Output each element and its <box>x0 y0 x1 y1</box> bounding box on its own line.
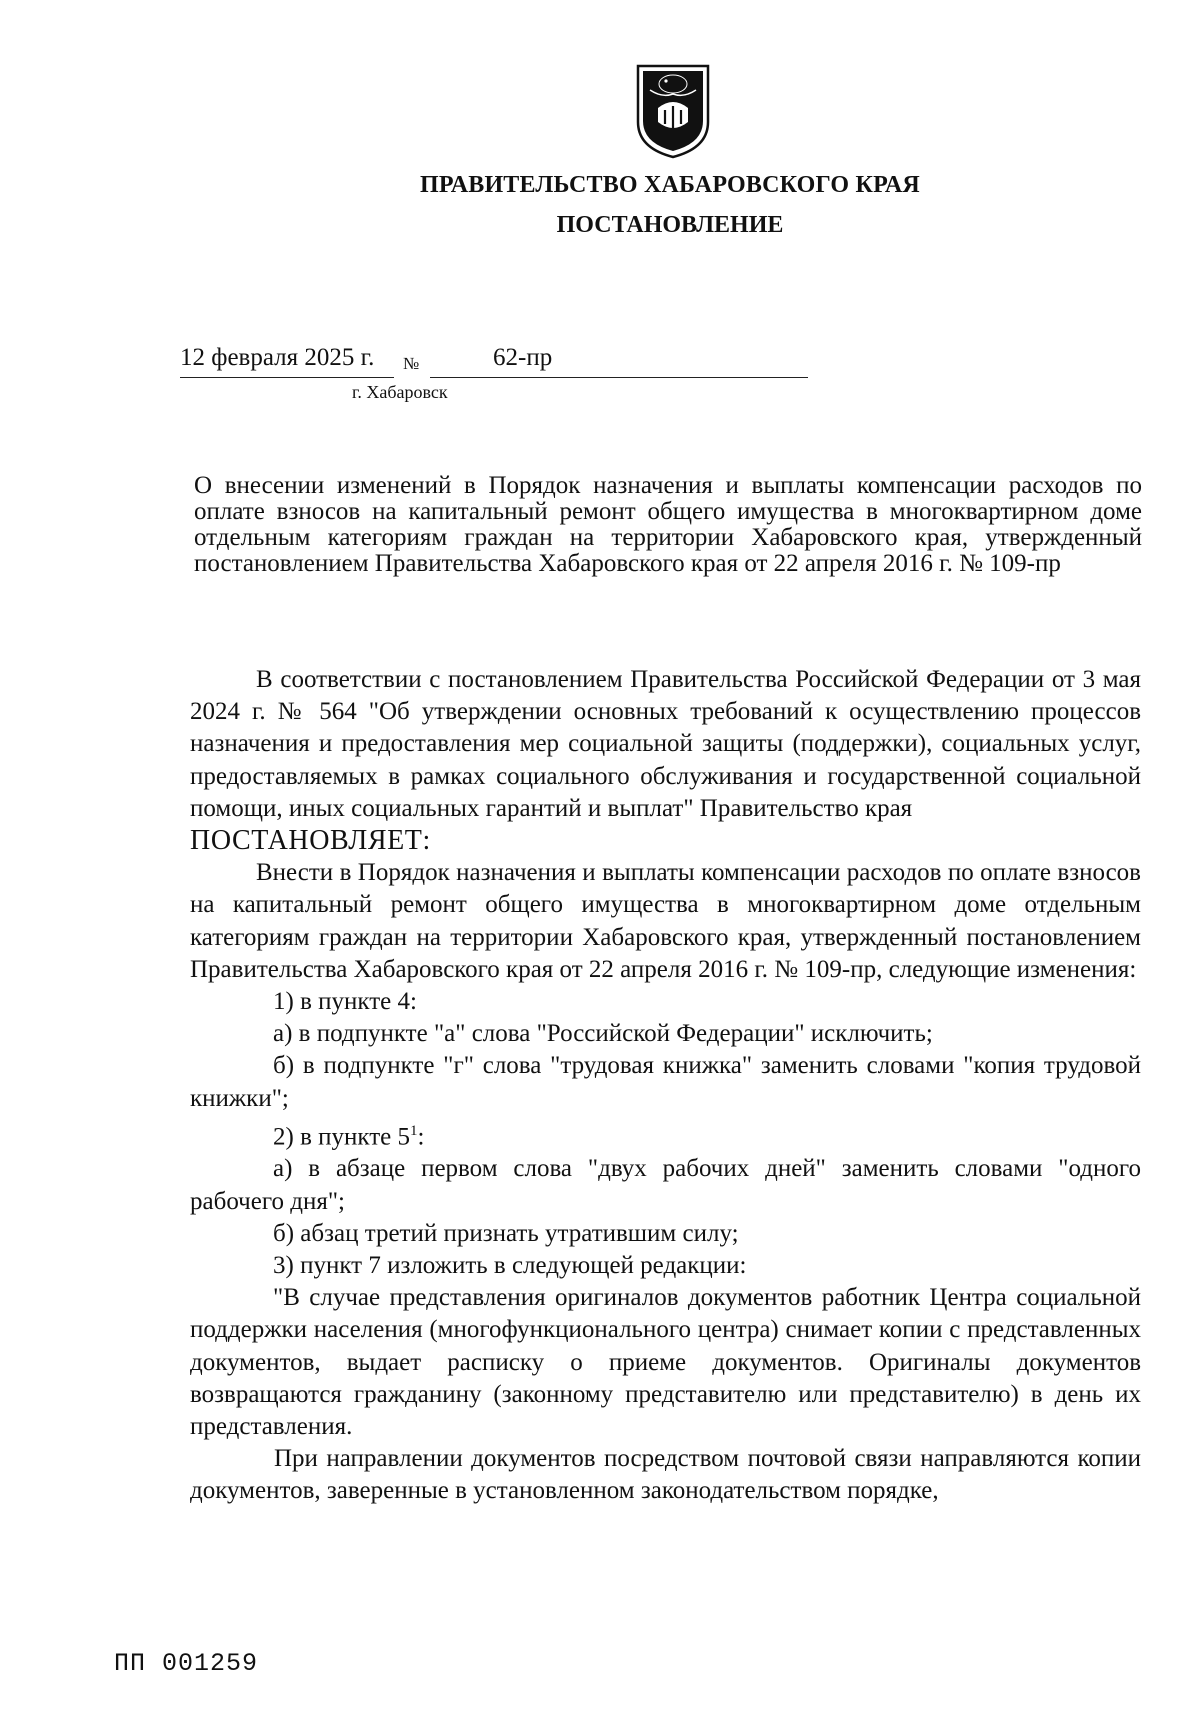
list-item-1: 1) в пункте 4: <box>273 988 417 1016</box>
preamble-paragraph: В соответствии с постановлением Правительства Российской Федерации от 3 мая 2024 г. № 564 "Об утверждении основных требований к осуществлению процессов назначения и предоставления мер социальной защиты (поддержки), социальных услуг, предоставляемых в рамках социального обслуживания и государственной социальной помощи, иных социальных гарантий и выплат" Правительство края <box>190 666 1141 822</box>
list-item-1b: б) в подпункте "г" слова "трудовая книжка" заменить словами "копия трудовой книжки"; <box>190 1052 1141 1112</box>
intro-paragraph: Внести в Порядок назначения и выплаты компенсации расходов по оплате взносов на капитальный ремонт общего имущества в многоквартирном доме отдельным категориям граждан на территории Хабаровского края, утвержденный постановлением Правительства Хабаровского края от 22 апреля 2016 г. № 109-пр, следующие изменения: <box>190 859 1141 983</box>
number-sign: № <box>403 354 420 373</box>
form-serial-code: ПП 001259 <box>114 1649 259 1678</box>
item-2-colon: : <box>417 1123 425 1151</box>
document-heading: О внесении изменений в Порядок назначения и выплаты компенсации расходов по оплате взносов на капитальный ремонт общего имущества в многоквартирном доме отдельным категориям граждан на территории Хабаровского края, утвержденный постановлением Правительства Хабаровского края от 22 апреля 2016 г. № 109-пр <box>194 472 1142 577</box>
quoted-paragraph-2: При направлении документов посредством почтовой связи направляются копии документов, заверенные в установленном законодательством порядке, <box>190 1445 1141 1505</box>
document-date: 12 февраля 2025 г. <box>180 344 375 371</box>
list-item-2 <box>190 1115 1141 1154</box>
coat-of-arms-emblem <box>632 60 714 160</box>
list-item-3: 3) пункт 7 изложить в следующей редакции: <box>273 1251 747 1279</box>
document-body <box>190 664 1141 1508</box>
list-item-2a: а) в абзаце первом слова "двух рабочих дней" заменить словами "одного рабочего дня"; <box>190 1155 1141 1215</box>
government-title: ПРАВИТЕЛЬСТВО ХАБАРОВСКОГО КРАЯ <box>420 172 920 198</box>
document-type-title: ПОСТАНОВЛЕНИЕ <box>556 212 784 238</box>
number-underline <box>430 377 808 378</box>
item-2-text: 2) в пункте 5 <box>273 1123 410 1151</box>
document-requisites <box>180 344 630 384</box>
item-2-superscript: 1 <box>409 1122 418 1139</box>
quoted-paragraph-1: "В случае представления оригиналов документов работник Центра социальной поддержки населения (многофункционального центра) снимает копии с представленных документов, выдает расписку о приеме документов. Оригиналы документов возвращаются гражданину (законному представителю или представителю) в день их представления. <box>190 1284 1141 1440</box>
list-item-2b: б) абзац третий признать утратившим силу; <box>273 1219 739 1247</box>
list-item-1a: а) в подпункте "а" слова "Российской Федерации" исключить; <box>273 1020 933 1048</box>
document-number: 62-пр <box>493 344 553 371</box>
decree-word: ПОСТАНОВЛЯЕТ: <box>190 825 431 857</box>
document-city: г. Хабаровск <box>352 382 448 402</box>
date-underline <box>180 377 394 378</box>
